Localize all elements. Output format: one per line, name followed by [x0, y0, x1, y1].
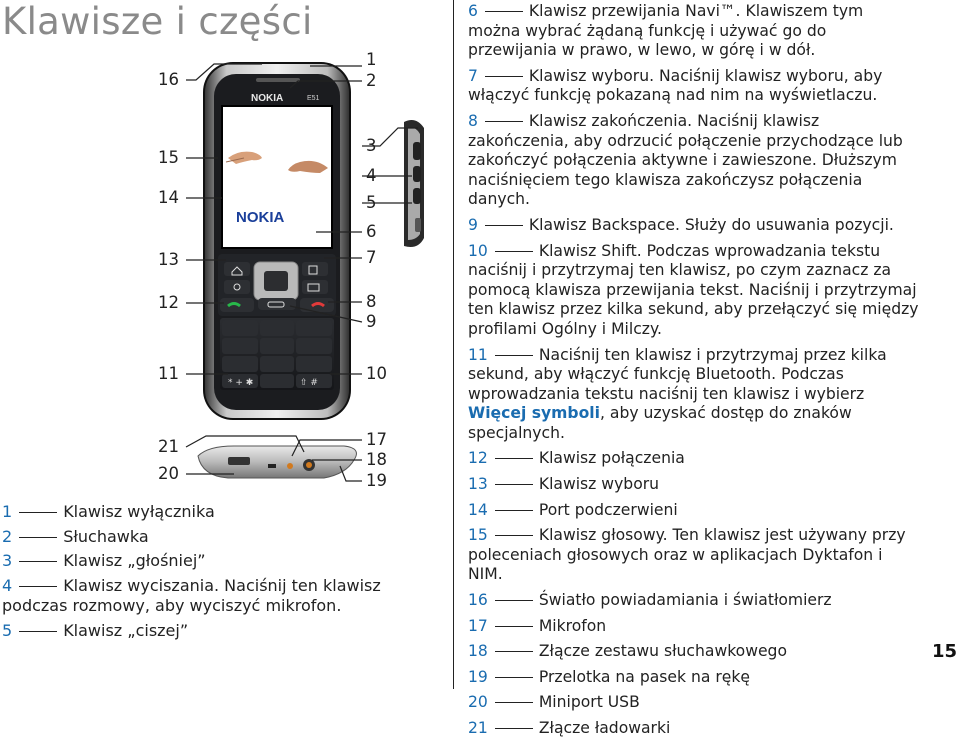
list-item: 4 Klawisz wyciszania. Naciśnij ten klawisz podczas rozmowy, aby wyciszyć mikrofon.	[2, 575, 381, 616]
phone-front	[203, 62, 351, 420]
callout-15: 15	[158, 148, 179, 167]
brand-logo-screen: NOKIA	[236, 209, 285, 226]
svg-text:⇧ #: ⇧ #	[300, 378, 318, 388]
callout-20: 20	[158, 464, 179, 483]
list-item: 1 Klawisz wyłącznika	[2, 502, 215, 521]
list-item: 20 Miniport USB	[468, 693, 640, 712]
list-item: 9 Klawisz Backspace. Służy do usuwania pozycji.	[468, 215, 894, 234]
svg-text:* + ✱: * + ✱	[228, 378, 254, 388]
callout-17: 17	[366, 430, 387, 449]
phone-bottom	[198, 446, 356, 478]
callout-1: 1	[366, 50, 377, 69]
list-item: 17 Mikrofon	[468, 616, 607, 635]
callout-14: 14	[158, 188, 179, 207]
list-item: 16 Światło powiadamiania i światłomierz	[468, 591, 832, 610]
list-item: 11 Naciśnij ten klawisz i przytrzymaj przez kilka sekund, aby włączyć funkcję Bluetooth. Podczas wprowadzania tekstu naciśnij ten klawisz i wybierz Więcej symboli, aby uzyskać dostęp do znaków specjalnych.	[468, 345, 887, 442]
brand-logo-top: NOKIA	[251, 93, 284, 104]
keypad	[220, 318, 334, 390]
list-item: 21 Złącze ładowarki	[468, 719, 671, 737]
list-item: 6 Klawisz przewijania Navi™. Klawiszem tym można wybrać żądaną funkcję i używać go do przewijania w prawo, w lewo, w górę i w dół.	[468, 2, 864, 60]
callout-18: 18	[366, 450, 387, 469]
right-legend-list	[468, 2, 920, 739]
phone-screen	[222, 106, 332, 248]
callout-8: 8	[366, 292, 377, 311]
callout-3: 3	[366, 136, 377, 155]
callout-2: 2	[366, 71, 377, 90]
callout-16: 16	[158, 70, 179, 89]
callout-4: 4	[366, 166, 377, 185]
callout-6: 6	[366, 222, 377, 241]
list-item: 13 Klawisz wyboru	[468, 475, 660, 494]
callout-19: 19	[366, 471, 387, 490]
list-item: 3 Klawisz „głośniej”	[2, 551, 206, 571]
list-item: 7 Klawisz wyboru. Naciśnij klawisz wyboru, aby włączyć funkcję pokazaną nad nim na wyświetlaczu.	[468, 66, 883, 105]
more-symbols-link[interactable]: Więcej symboli	[468, 404, 600, 423]
callout-21: 21	[158, 437, 179, 456]
list-item: 18 Złącze zestawu słuchawkowego	[468, 642, 787, 661]
callout-5: 5	[366, 193, 377, 212]
list-item: 5 Klawisz „ciszej”	[2, 620, 189, 640]
phone-illustration	[0, 0, 454, 500]
phone-side	[404, 120, 424, 247]
list-item: 14 Port podczerwieni	[468, 500, 678, 519]
left-legend-list	[2, 502, 442, 642]
callout-7: 7	[366, 248, 377, 267]
callout-11: 11	[158, 364, 179, 383]
callout-13: 13	[158, 250, 179, 269]
callout-12: 12	[158, 293, 179, 312]
list-item: 15 Klawisz głosowy. Ten klawisz jest używany przy poleceniach głosowych oraz w aplikacjach Dyktafon i NIM.	[468, 526, 906, 584]
list-item: 2 Słuchawka	[2, 526, 149, 546]
model-label: E51	[307, 95, 320, 102]
list-item: 10 Klawisz Shift. Podczas wprowadzania tekstu naciśnij i przytrzymaj ten klawisz, po czym zaznacz za pomocą klawisza przewijania tekst. Naciśnij i przytrzymaj ten klawisz przez kilka sekund, aby przełączyć się między profilami Ogólny i Milczy.	[468, 241, 919, 338]
page-number: 15	[932, 641, 958, 662]
callout-9: 9	[366, 312, 377, 331]
list-item: 12 Klawisz połączenia	[468, 449, 685, 468]
list-item: 8 Klawisz zakończenia. Naciśnij klawisz zakończenia, aby odrzucić połączenie przychodzące lub zakończyć połączenia aktywne i zawieszone. Dłuższym naciśnięciem tego klawisza zakończysz połączenia danych.	[468, 111, 903, 209]
list-item: 19 Przelotka na pasek na rękę	[468, 667, 750, 686]
page-title: Klawisze i części	[2, 0, 313, 43]
callout-10: 10	[366, 364, 387, 383]
